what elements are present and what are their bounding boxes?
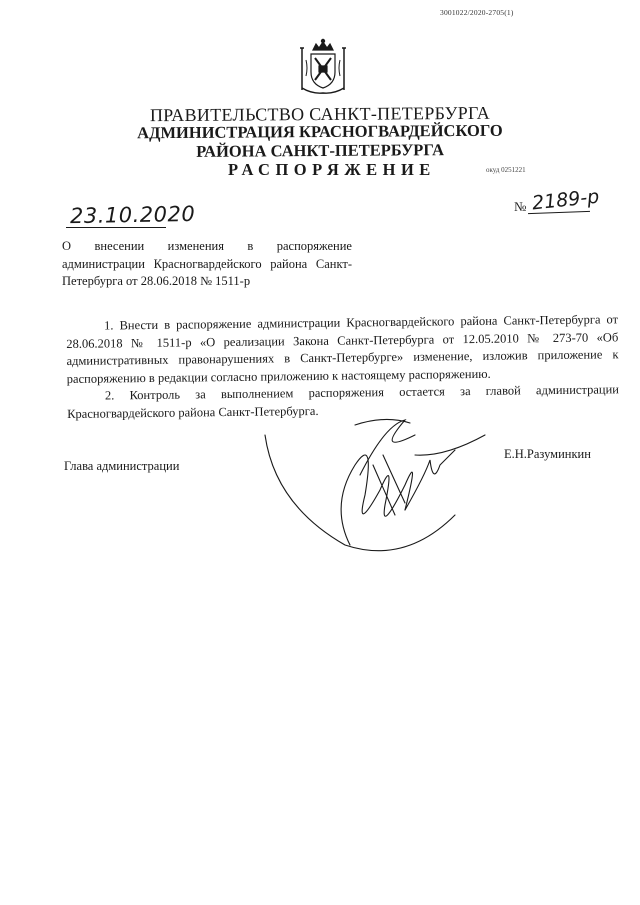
administration-title (0, 120, 640, 162)
document-number-prefix: № (514, 199, 527, 214)
document-date: 23.10.2020 (69, 201, 196, 229)
body-paragraph-1: 1. Внести в распоряжение администрации Красногвардейского района Санкт-Петербурга от 28.06.2018 № 1511-р «О реализации Закона Санкт-Петербурга от 12.05.2010 № 273-70 «Об административных правонарушениях в Санкт-Петербурге» изменение, изложив приложение к распоряжению в редакции согласно приложению к настоящему распоряжению. (66, 312, 619, 386)
signatory-name: Е.Н.Разуминкин (504, 447, 591, 461)
coat-of-arms-icon (298, 38, 348, 96)
document-subject: О внесении изменения в распоряжение администрации Красногвардейского района Санкт-Петербурга от 28.06.2018 № 1511-р (62, 239, 352, 288)
okud-code: окуд 0251221 (486, 166, 526, 174)
administration-title-line2: РАЙОНА САНКТ-ПЕТЕРБУРГА (196, 140, 445, 161)
date-underline (66, 227, 166, 228)
document-type-heading: РАСПОРЯЖЕНИЕ (228, 160, 436, 179)
government-title: ПРАВИТЕЛЬСТВО САНКТ-ПЕТЕРБУРГА (149, 102, 491, 126)
document-number: 2189-р (531, 185, 601, 215)
handwritten-signature (255, 395, 505, 560)
body-paragraph-2: 2. Контроль за выполнением распоряжения остается за главой администрации Красногвардейского района Санкт-Петербурга. (67, 382, 619, 421)
document-registration-number: 3001022/2020-2705(1) (440, 8, 514, 17)
administration-title-line1: АДМИНИСТРАЦИЯ КРАСНОГВАРДЕЙСКОГО (137, 120, 503, 143)
signatory-role: Глава администрации (64, 459, 180, 473)
